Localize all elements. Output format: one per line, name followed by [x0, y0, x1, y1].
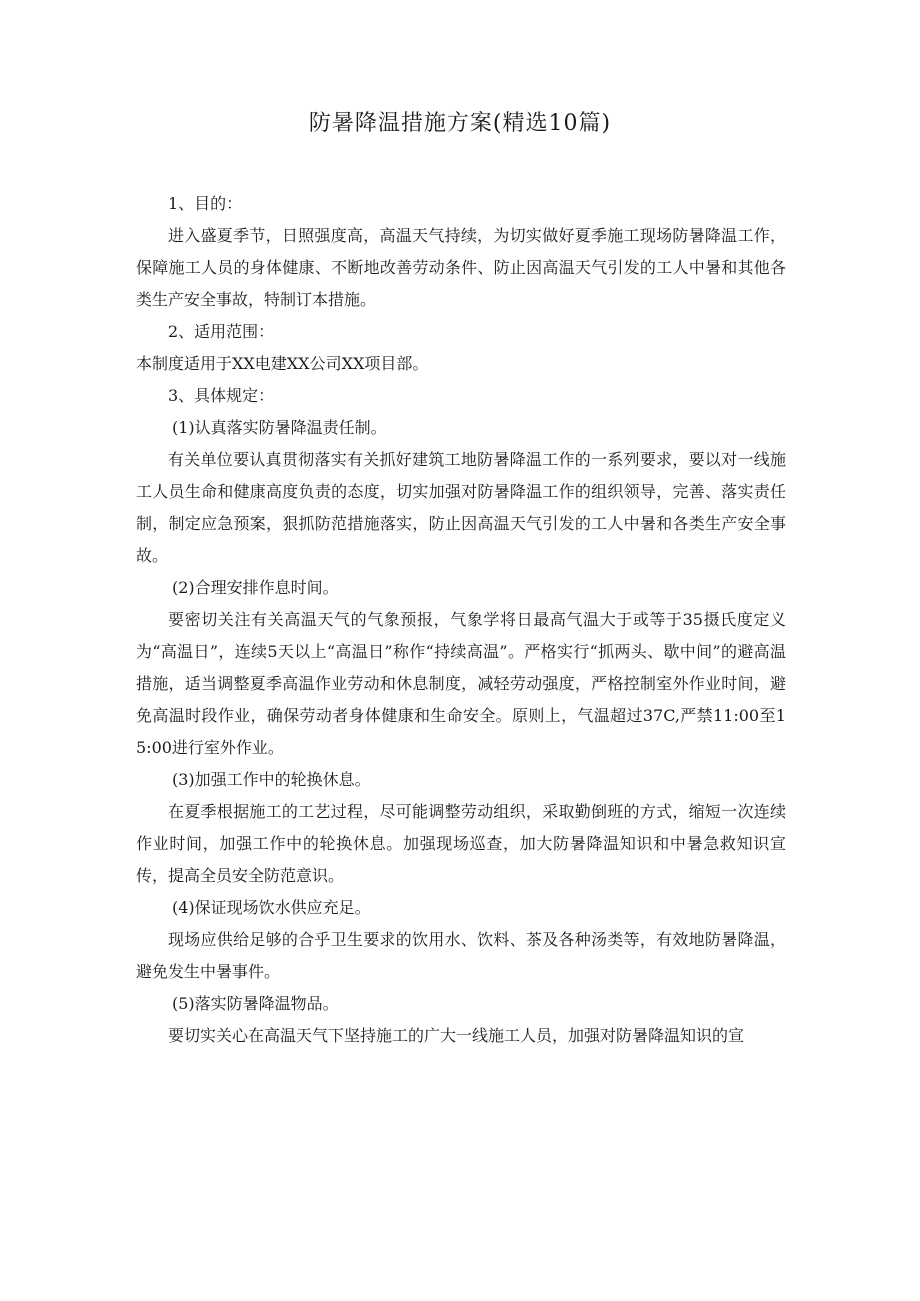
- document-body: [136, 188, 786, 1052]
- paragraph: 要密切关注有关高温天气的气象预报，气象学将日最高气温大于或等于35摄氏度定义为“高温日”，连续5天以上“高温日”称作“持续高温”。严格实行“抓两头、歇中间”的避高温措施，适当调整夏季高温作业劳动和休息制度，减轻劳动强度，严格控制室外作业时间，避免高温时段作业，确保劳动者身体健康和生命安全。原则上，气温超过37C,严禁11:00至15:00进行室外作业。: [136, 610, 786, 757]
- paragraph: 3、具体规定：: [168, 386, 275, 405]
- paragraph: 要切实关心在高温天气下坚持施工的广大一线施工人员，加强对防暑降温知识的宣: [168, 1026, 745, 1045]
- paragraph: 在夏季根据施工的工艺过程，尽可能调整劳动组织，采取勤倒班的方式，缩短一次连续作业时间，加强工作中的轮换休息。加强现场巡查，加大防暑降温知识和中暑急救知识宣传，提高全员安全防范意识。: [136, 802, 786, 885]
- paragraph: 现场应供给足够的合乎卫生要求的饮用水、饮料、茶及各种汤类等，有效地防暑降温，避免发生中暑事件。: [136, 930, 786, 981]
- document-title: 防暑降温措施方案(精选10篇): [308, 111, 612, 136]
- paragraph: 本制度适用于XX电建XX公司XX项目部。: [136, 354, 429, 373]
- paragraph: (2)合理安排作息时间。: [172, 578, 339, 597]
- paragraph: (1)认真落实防暑降温责任制。: [172, 418, 387, 437]
- paragraph: (5)落实防暑降温物品。: [172, 994, 339, 1013]
- paragraph: 1、目的：: [168, 194, 243, 213]
- paragraph: 进入盛夏季节，日照强度高，高温天气持续，为切实做好夏季施工现场防暑降温工作，保障施工人员的身体健康、不断地改善劳动条件、防止因高温天气引发的工人中暑和其他各类生产安全事故，特制订本措施。: [136, 226, 786, 309]
- paragraph: (3)加强工作中的轮换休息。: [172, 770, 371, 789]
- paragraph: (4)保证现场饮水供应充足。: [172, 898, 371, 917]
- paragraph: 2、适用范围：: [168, 322, 275, 341]
- paragraph: 有关单位要认真贯彻落实有关抓好建筑工地防暑降温工作的一系列要求，要以对一线施工人员生命和健康高度负责的态度，切实加强对防暑降温工作的组织领导，完善、落实责任制，制定应急预案，狠抓防范措施落实，防止因高温天气引发的工人中暑和各类生产安全事故。: [136, 450, 786, 565]
